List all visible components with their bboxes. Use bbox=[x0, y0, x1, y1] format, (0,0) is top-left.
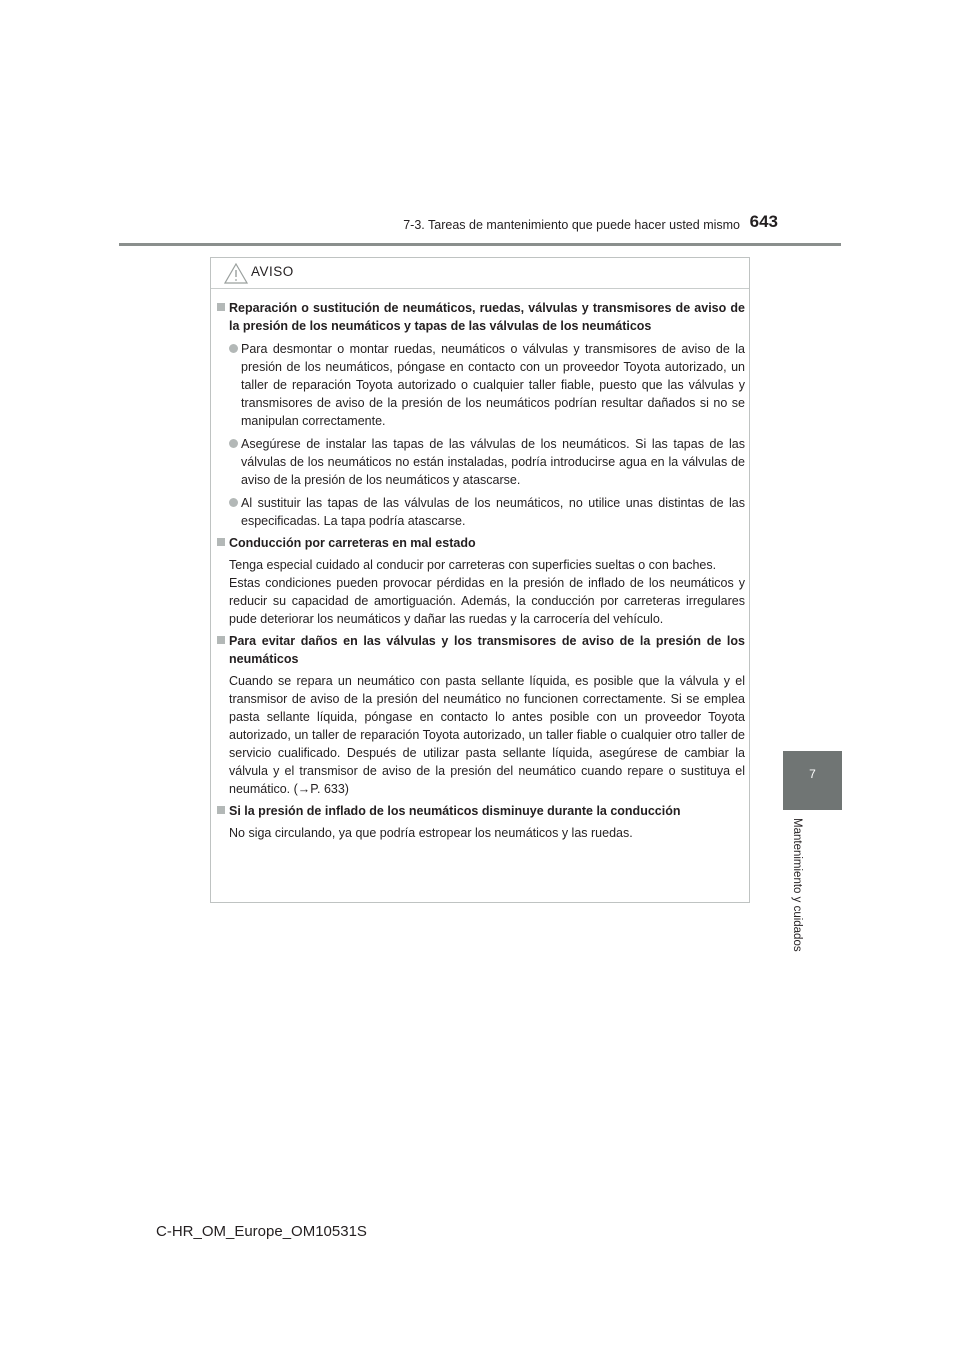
section-text: Cuando se repara un neumático con pasta sellante líquida, es posible que la válvula y el transmisor de aviso de la presión del neumático no funcionen correctamente. Si se emplea pasta sellante líquida, póngase en contacto lo antes posible con un proveedor Toyota autorizado, un taller de reparación Toyota autorizado, un taller fiable o cualquier otro taller de servicio cualificado. Después de utilizar pasta sellante líquida, asegúrese de cambiar la válvula y el transmisor de aviso de la presión del neumático cuando repare o sustituya el neumático. (→P. 633) bbox=[229, 674, 745, 796]
circle-bullet-icon bbox=[229, 344, 238, 353]
chapter-number: 7 bbox=[809, 767, 816, 781]
section-title: Reparación o sustitución de neumáticos, ruedas, válvulas y transmisores de aviso de la presión de los neumáticos y tapas de las válvulas de los neumáticos bbox=[229, 301, 745, 333]
list-item-text: Al sustituir las tapas de las válvulas de los neumáticos, no utilice unas distintas de las especificadas. La tapa podría atascarse. bbox=[241, 496, 745, 528]
list-item bbox=[241, 435, 745, 489]
warning-body bbox=[217, 299, 745, 846]
page-number: 643 bbox=[749, 212, 778, 231]
warning-header bbox=[211, 258, 749, 289]
section-text: Tenga especial cuidado al conducir por carreteras con superficies sueltas o con baches. bbox=[229, 558, 717, 572]
chapter-tab bbox=[783, 751, 842, 810]
warning-section bbox=[217, 299, 745, 530]
circle-bullet-icon bbox=[229, 439, 238, 448]
square-bullet-icon bbox=[217, 303, 225, 311]
warning-section bbox=[217, 534, 745, 628]
list-item bbox=[241, 494, 745, 530]
chapter-title: Mantenimiento y cuidados bbox=[791, 818, 803, 952]
list-item-text: Asegúrese de instalar las tapas de las válvulas de los neumáticos. Si las tapas de las válvulas de los neumáticos no están instaladas, podría introducirse agua en la válvulas de aviso de la presión de los neumáticos y atascarse. bbox=[241, 437, 745, 487]
circle-bullet-icon bbox=[229, 498, 238, 507]
section-text: Estas condiciones pueden provocar pérdidas en la presión de inflado de los neumáticos y reducir su capacidad de amortiguación. Además, la conducción por carreteras irregulares pude deteriorar los neumáticos y dañar las ruedas y la carrocería del vehículo. bbox=[229, 576, 745, 626]
section-title: Para evitar daños en las válvulas y los transmisores de aviso de la presión de los neumáticos bbox=[229, 634, 745, 666]
square-bullet-icon bbox=[217, 636, 225, 644]
header-divider bbox=[119, 243, 841, 246]
warning-section bbox=[217, 632, 745, 798]
list-item bbox=[241, 340, 745, 430]
document-id: C-HR_OM_Europe_OM10531S bbox=[156, 1223, 367, 1240]
warning-triangle-icon bbox=[224, 263, 248, 284]
square-bullet-icon bbox=[217, 806, 225, 814]
square-bullet-icon bbox=[217, 538, 225, 546]
warning-title: AVISO bbox=[251, 264, 294, 279]
section-text: No siga circulando, ya que podría estropear los neumáticos y las ruedas. bbox=[229, 826, 633, 840]
section-title: Conducción por carreteras en mal estado bbox=[229, 536, 476, 550]
list-item-text: Para desmontar o montar ruedas, neumáticos o válvulas y transmisores de aviso de la presión de los neumáticos, póngase en contacto con un proveedor Toyota autorizado, un taller de reparación Toyota autorizado o cualquier taller fiable, puesto que las válvulas y transmisores de aviso de la presión de los neumáticos podrían resultar dañados si no se manipulan correctamente. bbox=[241, 342, 745, 428]
section-title: Si la presión de inflado de los neumáticos disminuye durante la conducción bbox=[229, 804, 681, 818]
section-header: 7-3. Tareas de mantenimiento que puede hacer usted mismo bbox=[403, 218, 740, 232]
warning-box bbox=[210, 257, 750, 903]
warning-section bbox=[217, 802, 745, 842]
